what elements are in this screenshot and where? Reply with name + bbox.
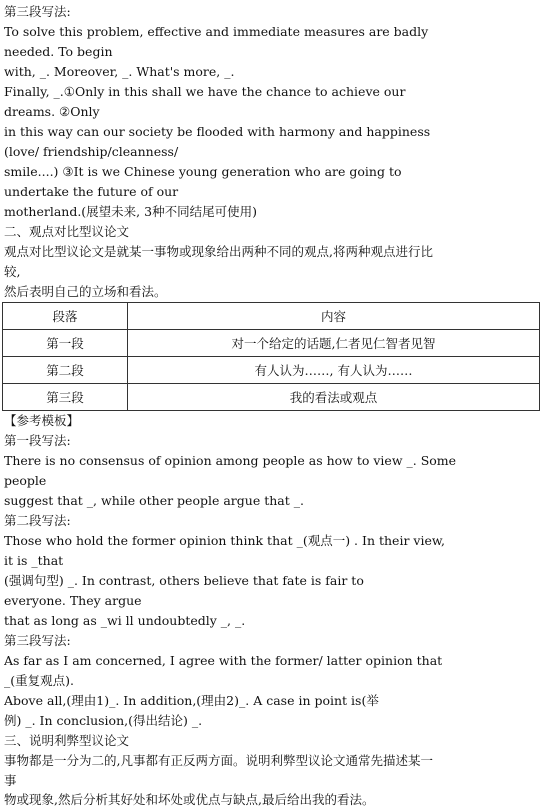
text-line: with, _. Moreover, _. What's more, _. <box>4 64 235 79</box>
text-line: Those who hold the former opinion think that _(观点一) . In their view, <box>4 533 446 548</box>
section-heading: 二、观点对比型议论文 <box>4 224 130 239</box>
table-row <box>3 357 540 384</box>
text-line: undertake the future of our <box>4 184 179 199</box>
table-header-cell: 段落 <box>3 303 128 330</box>
table-cell: 第一段 <box>3 330 128 357</box>
text-line: 第二段写法: <box>4 513 71 528</box>
table-header-cell: 内容 <box>128 303 540 330</box>
text-line: 物或现象,然后分析其好处和坏处或优点与缺点,最后给出我的看法。 <box>4 792 375 807</box>
text-line: 例) _. In conclusion,(得出结论) _. <box>4 713 203 728</box>
text-line: needed. To begin <box>4 44 113 59</box>
text-line: 第三段写法: <box>4 633 71 648</box>
text-line: 较, <box>4 264 21 279</box>
table-cell: 我的看法或观点 <box>128 384 540 411</box>
text-line: 第三段写法: <box>4 4 71 19</box>
text-line: To solve this problem, effective and immediate measures are badly <box>4 24 429 39</box>
table-cell: 第三段 <box>3 384 128 411</box>
text-line: people <box>4 473 47 488</box>
text-line: everyone. They argue <box>4 593 142 608</box>
template-heading: 【参考模板】 <box>4 413 80 428</box>
text-line: 事物都是一分为二的,凡事都有正反两方面。说明利弊型议论文通常先描述某一 <box>4 753 433 768</box>
text-line: There is no consensus of opinion among people as how to view _. Some <box>4 453 457 468</box>
text-line: _(重复观点). <box>4 673 74 688</box>
text-line: 第一段写法: <box>4 433 71 448</box>
table-cell: 第二段 <box>3 357 128 384</box>
structure-table <box>2 302 540 411</box>
text-line: (强调句型) _. In contrast, others believe that fate is fair to <box>4 573 364 588</box>
text-line: Finally, _.①Only in this shall we have the chance to achieve our <box>4 84 406 99</box>
text-line: 观点对比型议论文是就某一事物或现象给出两种不同的观点,将两种观点进行比 <box>4 244 433 259</box>
text-line: suggest that _, while other people argue that _. <box>4 493 304 508</box>
text-line: motherland.(展望未来, 3种不同结尾可使用) <box>4 204 257 219</box>
section-heading: 三、说明利弊型议论文 <box>4 733 130 748</box>
table-cell: 对一个给定的话题,仁者见仁智者见智 <box>128 330 540 357</box>
text-line: in this way can our society be flooded with harmony and happiness <box>4 124 431 139</box>
table-row <box>3 384 540 411</box>
table-cell: 有人认为……, 有人认为…… <box>128 357 540 384</box>
text-line: Above all,(理由1)_. In addition,(理由2)_. A case in point is(举 <box>4 693 379 708</box>
text-line: As far as I am concerned, I agree with the former/ latter opinion that <box>4 653 443 668</box>
text-line: smile....) ③It is we Chinese young generation who are going to <box>4 164 402 179</box>
table-row <box>3 330 540 357</box>
text-line: 事 <box>4 773 17 788</box>
text-line: that as long as _wi ll undoubtedly _, _. <box>4 613 246 628</box>
text-line: dreams. ②Only <box>4 104 100 119</box>
text-line: it is _that <box>4 553 64 568</box>
text-line: 然后表明自己的立场和看法。 <box>4 284 167 299</box>
table-header-row <box>3 303 540 330</box>
text-line: (love/ friendship/cleanness/ <box>4 144 179 159</box>
